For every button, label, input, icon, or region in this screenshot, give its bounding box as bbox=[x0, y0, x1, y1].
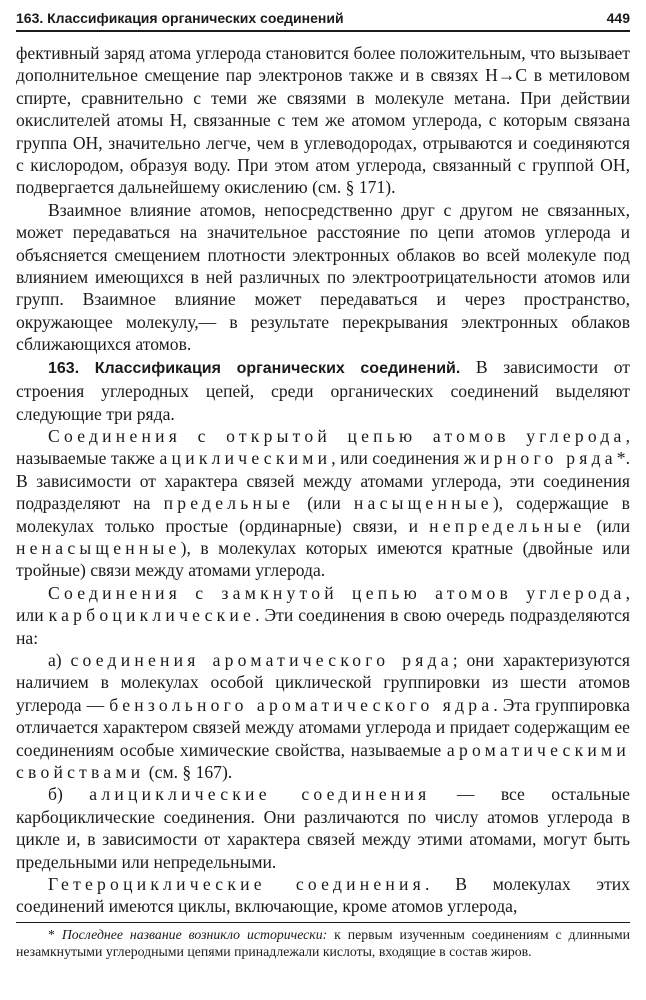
footnote-text: к первым изученным соединениям с длинными незамкнутыми углеродными цепями принадлежали кислоты, входящие в состав жиров. bbox=[16, 926, 630, 959]
term-heterocyclic: Гетероциклические соединения bbox=[48, 874, 425, 895]
text-run: *. В зависимости от характера связей между атомами углерода, эти соединения подразделяют на bbox=[16, 448, 630, 514]
page-number: 449 bbox=[606, 10, 630, 26]
text-run: . Эти соединения в свою очередь подразделяются на: bbox=[16, 605, 630, 648]
paragraph-aromatic bbox=[16, 649, 630, 783]
term-carbocyclic: карбоциклические bbox=[48, 605, 256, 626]
footnote bbox=[16, 926, 630, 960]
text-run: , или bbox=[16, 582, 630, 626]
term-saturated-alt: насыщенные bbox=[353, 493, 493, 514]
footnote-italic-text: Последнее название возникло исторически: bbox=[61, 926, 328, 942]
text-run: . В молекулах этих соединений имеются циклы, включающие, кроме атомов углерода, bbox=[16, 874, 630, 917]
text-run: , называемые также bbox=[16, 425, 630, 469]
text-run: ; они характеризуются наличием в молекулах особой циклической группировки из шести атомов углерода — bbox=[16, 649, 630, 715]
text-run: , или соединения bbox=[331, 448, 464, 469]
text-run: (или bbox=[585, 515, 631, 536]
section-intro-text: В зависимости от строения углеродных цепей, среди органических соединений выделяют следующие три ряда. bbox=[16, 356, 630, 424]
paragraph-heterocyclic bbox=[16, 873, 630, 918]
text-run: (или bbox=[294, 493, 354, 514]
section-heading: 163. Классификация органических соединений. bbox=[48, 359, 461, 377]
paragraph-carbocyclic bbox=[16, 582, 630, 649]
footnote-divider bbox=[16, 922, 630, 923]
footnote-marker: * bbox=[48, 926, 62, 942]
paragraph-acyclic bbox=[16, 425, 630, 582]
page-body bbox=[16, 42, 630, 918]
term-unsaturated: непредельные bbox=[429, 515, 586, 536]
paragraph-2: Взаимное влияние атомов, непосредственно друг с другом не связанных, может передаваться на значительное расстояние по цепи атомов углерода и объясняется смещением плотности электронных облаков во всей молекуле под влиянием имеющихся в ней различных по электроотрицательности атомов или групп. Взаимное влияние может передаваться и через пространство, окружающее молекулу,— в результате перекрывания электронных облаков сближающихся атомов. bbox=[16, 199, 630, 355]
text-run: б) bbox=[48, 784, 90, 805]
text-run: — все остальные карбоциклические соединения. Они различаются по числу атомов углерода в цикле и, в зависимости от характера связей между этими атомами, могут быть предельными или непредельными. bbox=[16, 784, 630, 872]
running-title: 163. Классификация органических соединений bbox=[16, 10, 344, 26]
running-header bbox=[16, 10, 630, 32]
paragraph-alicyclic bbox=[16, 783, 630, 873]
term-aromatic-series: соединения ароматического ряда bbox=[70, 649, 453, 670]
term-alicyclic: алициклические соединения bbox=[89, 784, 431, 805]
text-run: . Эта группировка отличается характером связей между атомами углерода и придает содержащим ее соединениям особые химические свойства, называемые bbox=[16, 694, 630, 760]
term-fatty-series: жирного ряда bbox=[463, 448, 617, 469]
text-run: а) bbox=[48, 649, 71, 670]
text-run: ), содержащие в молекулах только простые (ординарные) связи, и bbox=[16, 493, 630, 536]
text-run: ), в молекулах которых имеются кратные (двойные или тройные) связи между атомами углерода. bbox=[16, 537, 630, 581]
term-saturated: предельные bbox=[163, 493, 295, 514]
paragraph-3 bbox=[16, 356, 630, 425]
term-acyclic: ациклическими bbox=[159, 448, 332, 469]
text-run: (см. § 167). bbox=[144, 762, 233, 782]
term-aromatic-properties: ароматическими свойствами bbox=[16, 739, 630, 782]
term-open-chain: Соединения с открытой цепью атомов углерода bbox=[48, 425, 626, 446]
term-benzene-nucleus: бензольного ароматического ядра bbox=[109, 694, 494, 715]
term-unsaturated-alt: ненасыщенные bbox=[16, 537, 181, 558]
term-closed-chain: Соединения с замкнутой цепью атомов углерода bbox=[48, 582, 626, 603]
paragraph-1: фективный заряд атома углерода становится более положительным, что вызывает дополнительное смещение пар электронов также и в связях H→C в метиловом спирте, сравнительно с теми же связями в молекуле метана. При действии окислителей атомы H, связанные с тем же атомом углерода, с которым связана группа OH, значительно легче, чем в углеводородах, отрываются и соединяются с кислородом, образуя воду. При этом атом углерода, связанный с группой OH, подвергается дальнейшему окислению (см. § 171). bbox=[16, 43, 630, 198]
